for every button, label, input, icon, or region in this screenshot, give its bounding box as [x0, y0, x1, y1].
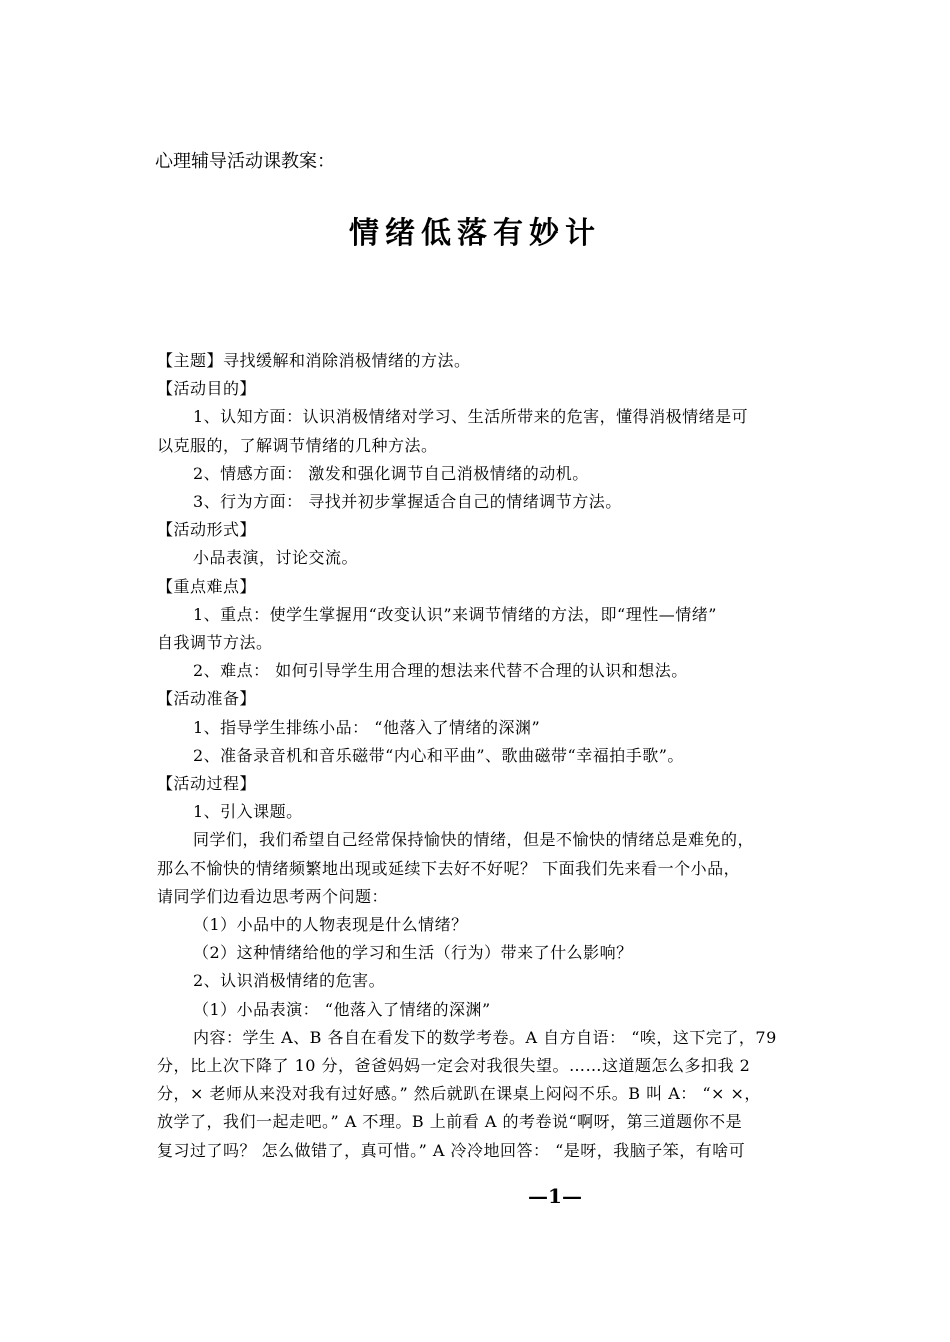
- document-title: 情绪低落有妙计: [349, 216, 601, 251]
- paragraph-line: 1、重点：使学生掌握用“改变认识”来调节情绪的方法，即“理性—情绪”: [193, 604, 717, 624]
- paragraph-line: （1）小品中的人物表现是什么情绪？: [193, 915, 468, 935]
- paragraph-line: 1、认知方面：认识消极情绪对学习、生活所带来的危害，懂得消极情绪是可: [193, 407, 749, 427]
- paragraph-line: 同学们，我们希望自己经常保持愉快的情绪，但是不愉快的情绪总是难免的，: [193, 830, 755, 850]
- paragraph-line: 那么不愉快的情绪频繁地出现或延续下去好不好呢？ 下面我们先来看一个小品，: [157, 858, 741, 878]
- paragraph-line: 分，× 老师从来没对我有过好感。” 然后就趴在课桌上闷闷不乐。B 叫 A： “× ×，: [157, 1084, 761, 1104]
- paragraph-line: （1）小品表演： “他落入了情绪的深渊”: [193, 999, 491, 1019]
- section-heading-theme: 【主题】寻找缓解和消除消极情绪的方法。: [157, 351, 471, 370]
- paragraph-line: 复习过了吗？ 怎么做错了，真可惜。” A 冷冷地回答： “是呀，我脑子笨，有啥可: [157, 1140, 746, 1160]
- paragraph-line: 分，比上次下降了 10 分，爸爸妈妈一定会对我很失望。……这道题怎么多扣我 2: [157, 1056, 751, 1076]
- paragraph-line: 以克服的，了解调节情绪的几种方法。: [157, 435, 438, 455]
- paragraph-line: 2、准备录音机和音乐磁带“内心和平曲”、歌曲磁带“幸福拍手歌”。: [193, 745, 684, 765]
- paragraph-line: 放学了，我们一起走吧。” A 不理。B 上前看 A 的考卷说“啊呀，第三道题你不是: [157, 1112, 743, 1132]
- paragraph-line: 2、认识消极情绪的危害。: [193, 971, 386, 991]
- paragraph-line: 请同学们边看边思考两个问题：: [157, 886, 389, 906]
- paragraph-line: 1、指导学生排练小品： “他落入了情绪的深渊”: [193, 717, 541, 737]
- section-heading-goals: 【活动目的】: [157, 379, 257, 399]
- paragraph-line: 自我调节方法。: [157, 633, 273, 653]
- page-number: —1—: [528, 1184, 582, 1208]
- section-heading-key-points: 【重点难点】: [157, 576, 257, 596]
- paragraph-line: 3、行为方面： 寻找并初步掌握适合自己的情绪调节方法。: [193, 492, 622, 512]
- paragraph-line: 1、引入课题。: [193, 802, 303, 822]
- document-subtitle: 心理辅导活动课教案：: [155, 151, 335, 172]
- paragraph-line: 2、难点： 如何引导学生用合理的想法来代替不合理的认识和想法。: [193, 661, 688, 681]
- paragraph-line: （2）这种情绪给他的学习和生活（行为）带来了什么影响？: [193, 943, 633, 963]
- section-heading-form: 【活动形式】: [157, 520, 257, 540]
- section-heading-process: 【活动过程】: [157, 774, 257, 794]
- section-heading-preparation: 【活动准备】: [157, 689, 257, 709]
- paragraph-line: 小品表演，讨论交流。: [193, 548, 359, 568]
- paragraph-line: 2、情感方面： 激发和强化调节自己消极情绪的动机。: [193, 463, 589, 483]
- document-body: [157, 347, 807, 1165]
- paragraph-line: 内容：学生 A、B 各自在看发下的数学考卷。A 自方自语： “唉，这下完了，79: [193, 1027, 777, 1047]
